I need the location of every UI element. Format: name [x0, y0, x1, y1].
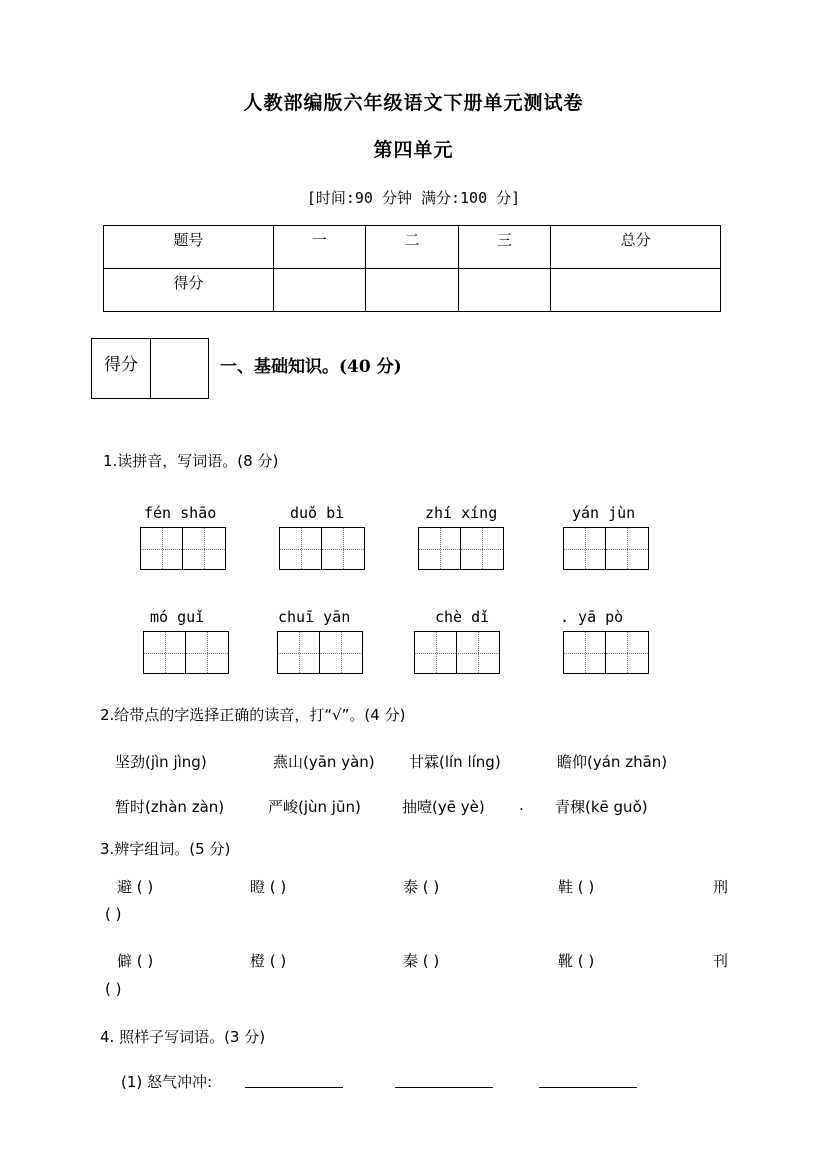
table-row: [104, 226, 721, 269]
writing-grid[interactable]: [418, 527, 504, 570]
pinyin-label: . yā pò: [560, 608, 624, 626]
word-blank[interactable]: 僻 ( ): [117, 952, 154, 970]
reading-choice[interactable]: 甘霖(lín líng): [409, 753, 501, 771]
word-blank[interactable]: 避 ( ): [117, 878, 154, 896]
q4-item-1: (1) 怒气冲冲:: [121, 1073, 213, 1091]
writing-grid[interactable]: [279, 527, 365, 570]
writing-grid[interactable]: [414, 631, 500, 674]
question-4-title: 4. 照样子写词语。(3 分): [100, 1028, 266, 1046]
table-cell: 二: [366, 226, 459, 269]
pinyin-label: zhí xíng: [425, 504, 498, 522]
table-cell: 得分: [104, 269, 274, 312]
pinyin-label: duǒ bì: [290, 504, 345, 522]
score-entry-cell[interactable]: [273, 269, 366, 312]
writing-grid[interactable]: [563, 631, 649, 674]
answer-line[interactable]: [241, 1073, 343, 1092]
table-cell: 三: [458, 226, 551, 269]
pinyin-label: chè dǐ: [435, 608, 490, 626]
section-score-box: [91, 338, 209, 399]
question-2-title: 2.给带点的字选择正确的读音，打“√”。(4 分): [100, 706, 406, 724]
writing-grid[interactable]: [277, 631, 363, 674]
word-blank[interactable]: 鞋 ( ): [558, 878, 595, 896]
word-blank[interactable]: 瞪 ( ): [250, 878, 287, 896]
reading-choice[interactable]: 暂时(zhàn zàn): [115, 798, 225, 816]
score-entry-cell[interactable]: [366, 269, 459, 312]
section-title: 一、基础知识。(40 分): [220, 357, 402, 377]
question-3-title: 3.辨字组词。(5 分): [100, 840, 231, 858]
pinyin-label: mó guǐ: [150, 608, 205, 626]
reading-choice[interactable]: 瞻仰(yán zhān): [557, 753, 668, 771]
pinyin-label: fén shāo: [144, 504, 217, 522]
reading-choice[interactable]: 燕山(yān yàn): [273, 753, 375, 771]
word-blank[interactable]: 橙 ( ): [250, 952, 287, 970]
writing-grid[interactable]: [140, 527, 226, 570]
exam-meta: [时间:90 分钟 满分:100 分]: [306, 189, 521, 207]
page-title: 人教部编版六年级语文下册单元测试卷: [243, 92, 584, 114]
answer-line[interactable]: [535, 1073, 637, 1092]
word-blank[interactable]: ( ): [105, 980, 122, 998]
table-cell: 总分: [551, 226, 721, 269]
table-cell: 题号: [104, 226, 274, 269]
writing-grid[interactable]: [143, 631, 229, 674]
writing-grid[interactable]: [563, 527, 649, 570]
word-blank[interactable]: 泰 ( ): [403, 878, 440, 896]
unit-title: 第四单元: [373, 139, 454, 161]
score-entry-cell[interactable]: [458, 269, 551, 312]
pinyin-label: yán jùn: [572, 504, 636, 522]
word-blank[interactable]: 秦 ( ): [403, 952, 440, 970]
table-cell: 一: [273, 226, 366, 269]
section-score-label: 得分: [92, 339, 151, 398]
reading-choice[interactable]: 严峻(jùn jūn): [268, 798, 361, 816]
score-table: [103, 225, 721, 312]
dot-mark: .: [519, 796, 524, 814]
answer-line[interactable]: [391, 1073, 493, 1092]
pinyin-label: chuī yān: [278, 608, 351, 626]
word-blank[interactable]: ( ): [105, 905, 122, 923]
reading-choice[interactable]: 青稞(kē guǒ): [555, 798, 648, 816]
word-blank[interactable]: 靴 ( ): [558, 952, 595, 970]
table-row: [104, 269, 721, 312]
reading-choice[interactable]: 抽噎(yē yè): [402, 798, 485, 816]
question-1-title: 1.读拼音，写词语。(8 分): [103, 452, 279, 470]
score-entry-cell[interactable]: [551, 269, 721, 312]
word-char: 刊: [713, 952, 729, 970]
word-char: 刑: [713, 878, 729, 896]
reading-choice[interactable]: 坚劲(jìn jìng): [115, 753, 207, 771]
